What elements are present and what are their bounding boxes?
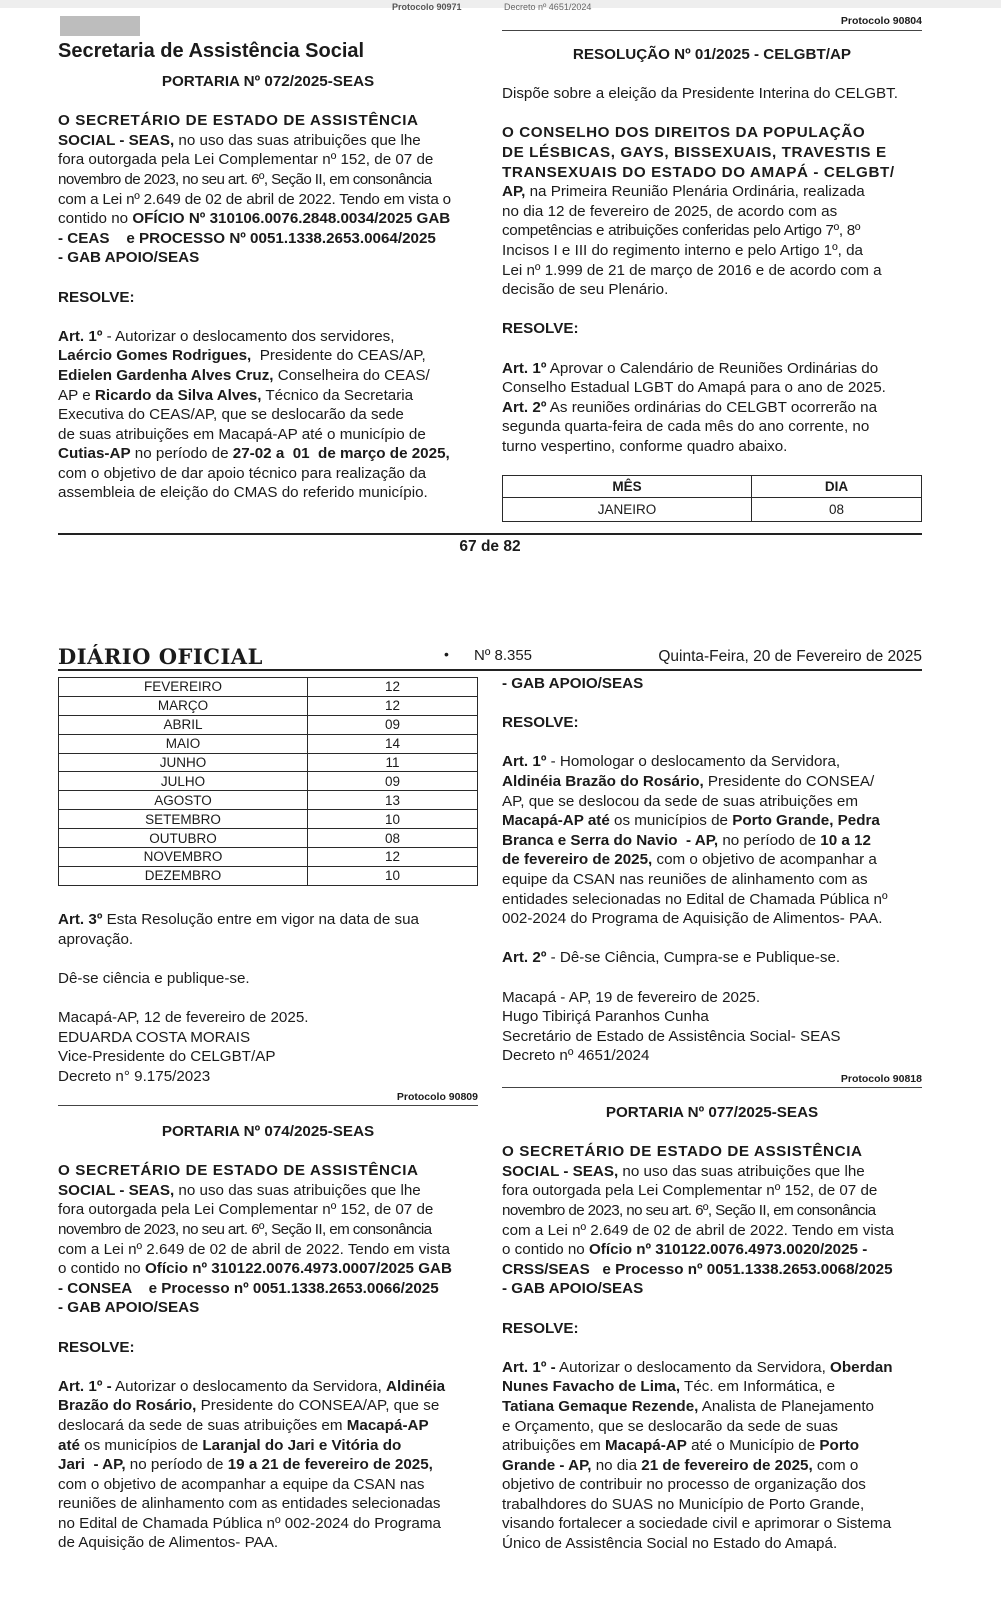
intro-line: - GAB APOIO/SEAS bbox=[58, 249, 200, 267]
table-cell-day: 08 bbox=[752, 498, 922, 522]
cut-header-left: Protocolo 90971 bbox=[392, 2, 462, 12]
table-cell-day: 09 bbox=[308, 772, 478, 791]
intro-line: O CONSELHO DOS DIREITOS DA POPULAÇÃO bbox=[502, 124, 866, 142]
gab-apoio-line: - GAB APOIO/SEAS bbox=[502, 675, 644, 692]
intro-line: - CONSEA e Processo nº 0051.1338.2653.0066/2025 bbox=[58, 1279, 439, 1297]
intro-line: no dia 12 de fevereiro de 2025, de acordo com as bbox=[502, 202, 838, 220]
table-cell-day: 08 bbox=[308, 829, 478, 848]
art-line: aprovação. bbox=[58, 930, 134, 948]
portaria-077-intro bbox=[502, 1142, 922, 1299]
intro-line: - CEAS e PROCESSO Nº 0051.1338.2653.0064/2025 bbox=[58, 229, 436, 247]
table-cell-month: DEZEMBRO bbox=[59, 866, 308, 885]
sign-line: EDUARDA COSTA MORAIS bbox=[58, 1028, 251, 1046]
table-cell-day: 14 bbox=[308, 734, 478, 753]
intro-line: fora outorgada pela Lei Complementar nº 152, de 07 de bbox=[58, 151, 434, 169]
art-line: trabalhdores do SUAS no Município de Porto Grande, bbox=[502, 1495, 865, 1513]
protocolo-90818: Protocolo 90818 bbox=[840, 1073, 922, 1085]
art-line: de fevereiro de 2025, com o objetivo de acompanhar a bbox=[502, 851, 877, 869]
sign-line: Secretário de Estado de Assistência Social- SEAS bbox=[502, 1027, 841, 1045]
publique-text: Dê-se ciência e publique-se. bbox=[58, 969, 250, 987]
art-line: segunda quarta-feira de cada mês do ano corrente, no bbox=[502, 418, 870, 436]
intro-line: - GAB APOIO/SEAS bbox=[58, 1299, 200, 1317]
table-cell-month: FEVEREIRO bbox=[59, 678, 308, 697]
calendar-row bbox=[59, 753, 478, 772]
issue-date: Quinta-Feira, 20 de Fevereiro de 2025 bbox=[658, 648, 922, 665]
calendar-row bbox=[59, 810, 478, 829]
portaria-072-art1 bbox=[58, 327, 478, 503]
secretaria-heading: Secretaria de Assistência Social bbox=[58, 40, 365, 62]
art-line: entidades selecionadas no Edital de Chamada Pública nº bbox=[502, 890, 888, 908]
intro-line: DE LÉSBICAS, GAYS, BISSEXUAIS, TRAVESTIS E bbox=[502, 143, 887, 161]
page1-bottom-rule bbox=[58, 533, 922, 535]
resolucao-art1 bbox=[502, 359, 922, 398]
intro-line: novembro de 2023, no seu art. 6º, Seção II, em consonância bbox=[502, 1201, 876, 1219]
table-cell-month: AGOSTO bbox=[59, 791, 308, 810]
table-cell-month: JUNHO bbox=[59, 753, 308, 772]
portaria-074-art1 bbox=[58, 1377, 478, 1553]
art-line: Brazão do Rosário, Presidente do CONSEA/AP, que se bbox=[58, 1397, 440, 1415]
art-line: visando fortalecer a sociedade civil e aprimorar o Sistema bbox=[502, 1515, 892, 1533]
intro-line: com a Lei nº 2.649 de 02 de abril de 2022. Tendo em vista bbox=[58, 1240, 450, 1258]
calendar-row bbox=[59, 848, 478, 867]
calendar-row bbox=[59, 866, 478, 885]
issue-number: Nº 8.355 bbox=[474, 647, 533, 664]
art-line: Jari - AP, no período de 19 a 21 de fevereiro de 2025, bbox=[58, 1456, 433, 1474]
art-line: Conselho Estadual LGBT do Amapá para o ano de 2025. bbox=[502, 379, 886, 397]
intro-line: o contido no Ofício nº 310122.0076.4973.0007/2025 GAB bbox=[58, 1260, 452, 1278]
intro-line: com a Lei nº 2.649 de 02 de abril de 2022. Tendo em vista bbox=[502, 1221, 894, 1239]
signature-right bbox=[502, 988, 922, 1066]
protocolo-90809: Protocolo 90809 bbox=[396, 1091, 478, 1103]
table-cell-day: 12 bbox=[308, 696, 478, 715]
table-cell-month: MARÇO bbox=[59, 696, 308, 715]
table-cell-day: 10 bbox=[308, 866, 478, 885]
art-line: Art. 2º As reuniões ordinárias do CELGBT ocorrerão na bbox=[502, 398, 878, 416]
page-number: 67 de 82 bbox=[459, 538, 521, 555]
table-cell-day: 10 bbox=[308, 810, 478, 829]
table-cell-month: SETEMBRO bbox=[59, 810, 308, 829]
sign-line: Decreto nº 4651/2024 bbox=[502, 1047, 650, 1065]
art-line: Laércio Gomes Rodrigues, Presidente do CEAS/AP, bbox=[58, 347, 426, 365]
art-line: Art. 1º Aprovar o Calendário de Reuniões Ordinárias do bbox=[502, 359, 879, 377]
table-cell-month: JANEIRO bbox=[503, 498, 752, 522]
resolucao-ementa: Dispõe sobre a eleição da Presidente Interina do CELGBT. bbox=[502, 85, 898, 103]
calendar-row bbox=[59, 791, 478, 810]
sign-line: Macapá - AP, 19 de fevereiro de 2025. bbox=[502, 988, 761, 1006]
intro-line: Lei nº 1.999 de 21 de março de 2016 e de acordo com a bbox=[502, 261, 882, 279]
page2-right-column bbox=[502, 674, 922, 1066]
page1-left-column bbox=[58, 38, 478, 503]
header-bullet: • bbox=[444, 646, 449, 662]
intro-line: contido no OFÍCIO Nº 310106.0076.2848.0034/2025 GAB bbox=[58, 210, 451, 228]
portaria-074-title: PORTARIA Nº 074/2025-SEAS bbox=[161, 1123, 375, 1140]
art-line: Executiva do CEAS/AP, que se deslocarão da sede bbox=[58, 406, 404, 424]
homologa-resolve: RESOLVE: bbox=[502, 714, 579, 732]
art-line: com o objetivo de acompanhar a equipe da CSAN nas bbox=[58, 1475, 425, 1493]
homologa-art2: Art. 2º - Dê-se Ciência, Cumpra-se e Publique-se. bbox=[502, 949, 841, 967]
intro-line: decisão de seu Plenário. bbox=[502, 281, 669, 299]
resolucao-art3 bbox=[58, 910, 478, 949]
table-header-mes: MÊS bbox=[503, 476, 752, 498]
art-line: Grande - AP, no dia 21 de fevereiro de 2025, com o bbox=[502, 1456, 859, 1474]
intro-line: competências e atribuições conferidas pelo Artigo 7º, 8º bbox=[502, 222, 861, 240]
intro-line: O SECRETÁRIO DE ESTADO DE ASSISTÊNCIA bbox=[502, 1143, 863, 1161]
resolucao-title: RESOLUÇÃO Nº 01/2025 - CELGBT/AP bbox=[572, 46, 852, 63]
intro-line: fora outorgada pela Lei Complementar nº 152, de 07 de bbox=[502, 1182, 878, 1200]
intro-line: SOCIAL - SEAS, no uso das suas atribuições que lhe bbox=[58, 131, 421, 149]
intro-line: o contido no Ofício nº 310122.0076.4973.0020/2025 - bbox=[502, 1241, 868, 1259]
intro-line: O SECRETÁRIO DE ESTADO DE ASSISTÊNCIA bbox=[58, 1162, 419, 1180]
calendar-table bbox=[58, 677, 478, 886]
art-line: reuniões de alinhamento com as entidades selecionadas bbox=[58, 1495, 441, 1513]
art-line: até os municípios de Laranjal do Jari e Vitória do bbox=[58, 1436, 402, 1454]
intro-line: fora outorgada pela Lei Complementar nº 152, de 07 de bbox=[58, 1201, 434, 1219]
sign-line: Macapá-AP, 12 de fevereiro de 2025. bbox=[58, 1008, 309, 1026]
art-line: Macapá-AP até os municípios de Porto Grande, Pedra bbox=[502, 812, 880, 830]
calendar-row bbox=[59, 696, 478, 715]
intro-line: O SECRETÁRIO DE ESTADO DE ASSISTÊNCIA bbox=[58, 112, 419, 130]
redacted-block bbox=[60, 16, 140, 36]
page2-left-column bbox=[58, 910, 478, 1086]
signature-left bbox=[58, 1008, 478, 1086]
table-cell-month: NOVEMBRO bbox=[59, 848, 308, 867]
sign-line: Hugo Tibiriçá Paranhos Cunha bbox=[502, 1008, 709, 1026]
top-strip bbox=[0, 0, 1001, 8]
art-line: AP e Ricardo da Silva Alves, Técnico da Secretaria bbox=[58, 386, 414, 404]
sign-line: Vice-Presidente do CELGBT/AP bbox=[58, 1048, 276, 1066]
calendar-row bbox=[59, 678, 478, 697]
intro-line: AP, na Primeira Reunião Plenária Ordinária, realizada bbox=[502, 183, 865, 201]
diario-oficial-title: DIÁRIO OFICIAL bbox=[58, 644, 263, 669]
intro-line: com a Lei nº 2.649 de 02 de abril de 2022. Tendo em vista o bbox=[58, 190, 451, 208]
art-line: equipe da CSAN nas reuniões de alinhamento com as bbox=[502, 870, 868, 888]
intro-line: SOCIAL - SEAS, no uso das suas atribuições que lhe bbox=[502, 1162, 865, 1180]
art-line: turno vespertino, conforme quadro abaixo. bbox=[502, 437, 788, 455]
art-line: Aldinéia Brazão do Rosário, Presidente do CONSEA/ bbox=[502, 772, 875, 790]
table-cell-day: 12 bbox=[308, 848, 478, 867]
art-line: AP, que se deslocou da sede de suas atribuições em bbox=[502, 792, 859, 810]
intro-line: - GAB APOIO/SEAS bbox=[502, 1280, 644, 1298]
portaria-074-resolve: RESOLVE: bbox=[58, 1338, 135, 1356]
art-line: e Orçamento, que se deslocarão da sede de suas bbox=[502, 1417, 839, 1435]
portaria-077-resolve: RESOLVE: bbox=[502, 1319, 579, 1337]
portaria-072-intro bbox=[58, 111, 478, 268]
art-line: no Edital de Chamada Pública nº 002-2024 do Programa bbox=[58, 1514, 441, 1532]
protocol-rule-right bbox=[502, 1087, 922, 1088]
resolucao-art2 bbox=[502, 398, 922, 457]
table-cell-day: 09 bbox=[308, 715, 478, 734]
calendar-row bbox=[59, 715, 478, 734]
art-line: Art. 1º - Autorizar o deslocamento da Servidora, Aldinéia bbox=[58, 1377, 446, 1395]
art-line: Art. 1º - Autorizar o deslocamento da Servidora, Oberdan bbox=[502, 1358, 893, 1376]
protocol-rule bbox=[502, 30, 922, 31]
table-cell-month: JULHO bbox=[59, 772, 308, 791]
table-cell-day: 11 bbox=[308, 753, 478, 772]
resolucao-intro bbox=[502, 123, 922, 299]
art-line: assembleia de eleição do CMAS do referido município. bbox=[58, 484, 428, 502]
calendar-table-head bbox=[502, 475, 922, 522]
intro-line: novembro de 2023, no seu art. 6º, Seção II, em consonância bbox=[58, 1220, 432, 1238]
table-cell-month: OUTUBRO bbox=[59, 829, 308, 848]
table-header-dia: DIA bbox=[752, 476, 922, 498]
portaria-074 bbox=[58, 1122, 478, 1553]
art-line: deslocará da sede de suas atribuições em Macapá-AP bbox=[58, 1416, 429, 1434]
portaria-077-art1 bbox=[502, 1358, 922, 1554]
portaria-077 bbox=[502, 1103, 922, 1554]
table-cell-day: 13 bbox=[308, 791, 478, 810]
art-line: Cutias-AP no período de 27-02 a 01 de março de 2025, bbox=[58, 445, 450, 463]
art-line: Edielen Gardenha Alves Cruz, Conselheira do CEAS/ bbox=[58, 366, 430, 384]
table-cell-day: 12 bbox=[308, 678, 478, 697]
art-line: Art. 3º Esta Resolução entre em vigor na data de sua bbox=[58, 911, 419, 928]
portaria-077-title: PORTARIA Nº 077/2025-SEAS bbox=[605, 1104, 819, 1121]
art-line: Tatiana Gemaque Rezende, Analista de Planejamento bbox=[502, 1397, 874, 1415]
calendar-row bbox=[59, 772, 478, 791]
art-line: atribuições em Macapá-AP até o Município de Porto bbox=[502, 1437, 860, 1455]
homologa-art1 bbox=[502, 752, 922, 928]
calendar-row bbox=[59, 734, 478, 753]
art-line: Único de Assistência Social no Estado do Amapá. bbox=[502, 1535, 838, 1553]
protocol-rule-left bbox=[58, 1105, 478, 1106]
portaria-074-intro bbox=[58, 1161, 478, 1318]
art-line: de Aquisição de Alimentos- PAA. bbox=[58, 1534, 279, 1552]
art-line: 002-2024 do Programa de Aquisição de Alimentos- PAA. bbox=[502, 910, 883, 928]
art-line: Branca e Serra do Navio - AP, no período de 10 a 12 bbox=[502, 831, 871, 849]
protocolo-90804: Protocolo 90804 bbox=[840, 15, 922, 27]
intro-line: Incisos I e III do regimento interno e pelo Artigo 1º, da bbox=[502, 241, 863, 259]
sign-line: Decreto n° 9.175/2023 bbox=[58, 1067, 211, 1085]
calendar-row bbox=[59, 829, 478, 848]
cut-header-right: Decreto nº 4651/2024 bbox=[504, 2, 592, 12]
art-line: objetivo de contribuir no processo de organização dos bbox=[502, 1476, 866, 1494]
art-line: Nunes Favacho de Lima, Téc. em Informática, e bbox=[502, 1378, 836, 1396]
intro-line: TRANSEXUAIS DO ESTADO DO AMAPÁ - CELGBT/ bbox=[502, 163, 895, 181]
intro-line: novembro de 2023, no seu art. 6º, Seção II, em consonância bbox=[58, 170, 432, 188]
portaria-072-resolve: RESOLVE: bbox=[58, 288, 135, 306]
table-cell-month: MAIO bbox=[59, 734, 308, 753]
table-cell-month: ABRIL bbox=[59, 715, 308, 734]
art-line: de suas atribuições em Macapá-AP até o município de bbox=[58, 425, 426, 443]
art-line: com o objetivo de dar apoio técnico para realização da bbox=[58, 464, 427, 482]
intro-line: CRSS/SEAS e Processo nº 0051.1338.2653.0068/2025 bbox=[502, 1260, 893, 1278]
resolucao-resolve: RESOLVE: bbox=[502, 320, 579, 338]
art-line: Art. 1º - Autorizar o deslocamento dos servidores, bbox=[58, 327, 395, 345]
art-line: Art. 1º - Homologar o deslocamento da Servidora, bbox=[502, 753, 841, 771]
page2-header-rule bbox=[58, 669, 922, 671]
intro-line: SOCIAL - SEAS, no uso das suas atribuições que lhe bbox=[58, 1181, 421, 1199]
portaria-072-title: PORTARIA Nº 072/2025-SEAS bbox=[161, 73, 375, 90]
page1-right-column bbox=[502, 45, 922, 456]
